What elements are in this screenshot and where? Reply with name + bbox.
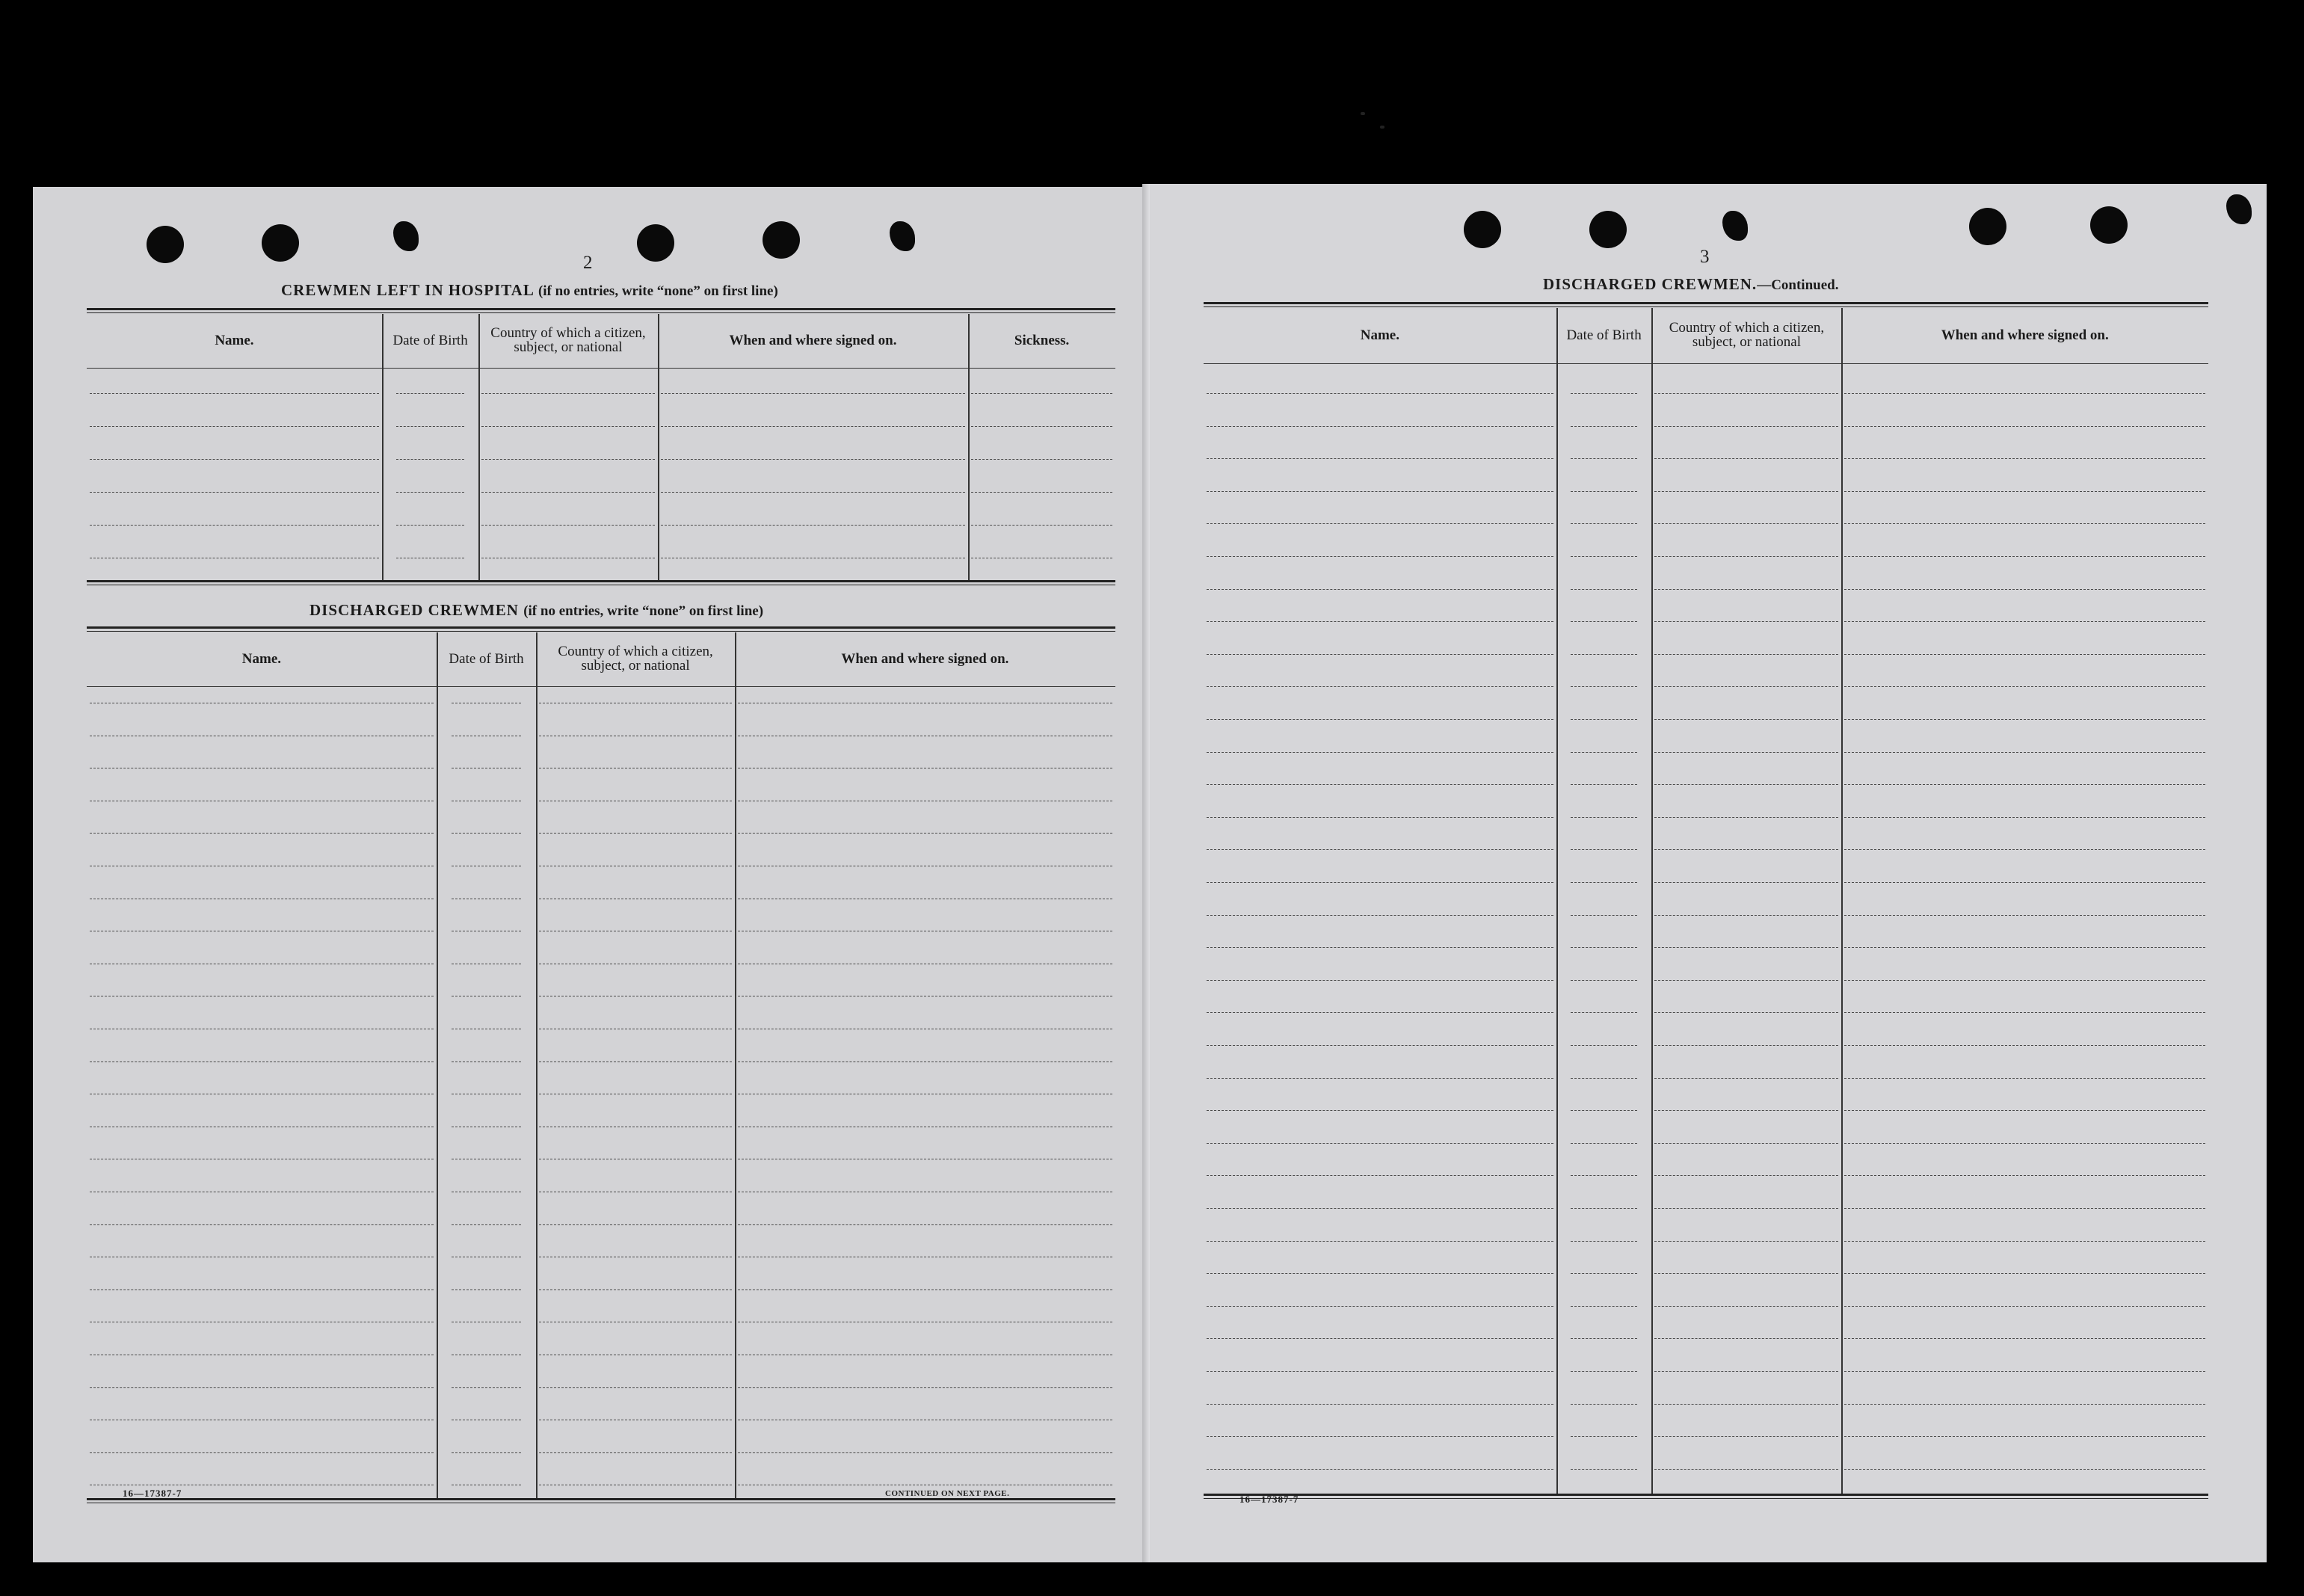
column-header: Sickness.	[1014, 332, 1070, 348]
column-header: Date of Birth	[449, 650, 524, 667]
entry-line[interactable]	[90, 1224, 434, 1225]
entry-line[interactable]	[1571, 654, 1637, 655]
entry-line[interactable]	[1207, 947, 1553, 948]
entry-line[interactable]	[452, 1224, 521, 1225]
punch-hole	[637, 224, 674, 262]
entry-line[interactable]	[1654, 1208, 1838, 1209]
entry-line[interactable]	[1844, 621, 2205, 622]
entry-line[interactable]	[1571, 1436, 1637, 1437]
entry-line[interactable]	[90, 833, 434, 834]
punch-hole	[262, 224, 299, 262]
entry-line[interactable]	[1844, 882, 2205, 883]
entry-line[interactable]	[738, 1224, 1112, 1225]
dust-speck	[1380, 126, 1384, 129]
column-header: When and where signed on.	[729, 332, 897, 348]
entry-line[interactable]	[1844, 1110, 2205, 1111]
entry-line[interactable]	[1844, 654, 2205, 655]
column-divider	[1651, 308, 1653, 1495]
entry-line[interactable]	[1844, 686, 2205, 687]
entry-line[interactable]	[1654, 719, 1838, 720]
column-divider	[1556, 308, 1558, 1495]
entry-line[interactable]	[539, 1224, 732, 1225]
entry-line[interactable]	[1207, 523, 1553, 524]
entry-line[interactable]	[1207, 458, 1553, 459]
entry-line[interactable]	[1571, 849, 1637, 850]
entry-line[interactable]	[1571, 1371, 1637, 1372]
entry-line[interactable]	[1844, 849, 2205, 850]
entry-line[interactable]	[661, 492, 966, 493]
entry-line[interactable]	[1207, 980, 1553, 981]
entry-line[interactable]	[1844, 1012, 2205, 1013]
punch-hole	[763, 221, 800, 259]
continued-title-text: DISCHARGED CREWMEN.	[1543, 275, 1758, 293]
entry-line[interactable]	[1654, 784, 1838, 785]
entry-line[interactable]	[452, 1452, 521, 1453]
entry-line[interactable]	[971, 393, 1112, 394]
entry-line[interactable]	[1571, 1012, 1637, 1013]
entry-line[interactable]	[661, 459, 966, 460]
entry-line[interactable]	[738, 1387, 1112, 1388]
entry-line[interactable]	[1844, 1273, 2205, 1274]
entry-line[interactable]	[1207, 1175, 1553, 1176]
entry-line[interactable]	[1844, 947, 2205, 948]
entry-line[interactable]	[1571, 393, 1637, 394]
entry-line[interactable]	[1844, 719, 2205, 720]
entry-line[interactable]	[1207, 1143, 1553, 1144]
entry-line[interactable]	[452, 1387, 521, 1388]
entry-line[interactable]	[481, 426, 654, 427]
entry-line[interactable]	[1571, 686, 1637, 687]
entry-line[interactable]	[1571, 947, 1637, 948]
entry-line[interactable]	[1207, 589, 1553, 590]
continued-note: CONTINUED ON NEXT PAGE.	[885, 1489, 1010, 1498]
entry-line[interactable]	[1654, 621, 1838, 622]
entry-line[interactable]	[1571, 1208, 1637, 1209]
entry-line[interactable]	[971, 492, 1112, 493]
entry-line[interactable]	[90, 1387, 434, 1388]
entry-line[interactable]	[1571, 426, 1637, 427]
entry-line[interactable]	[1654, 523, 1838, 524]
column-divider	[968, 314, 970, 582]
right-page	[1150, 184, 2267, 1562]
entry-line[interactable]	[1571, 523, 1637, 524]
entry-line[interactable]	[1207, 491, 1553, 492]
entry-line[interactable]	[1654, 1469, 1838, 1470]
entry-line[interactable]	[1571, 556, 1637, 557]
entry-line[interactable]	[1654, 458, 1838, 459]
column-header: Name.	[215, 332, 254, 348]
entry-line[interactable]	[1207, 1273, 1553, 1274]
entry-line[interactable]	[1844, 1208, 2205, 1209]
table-header-rule	[87, 368, 1115, 369]
table-bottom-rule	[87, 580, 1115, 585]
entry-line[interactable]	[1207, 1208, 1553, 1209]
entry-line[interactable]	[1207, 915, 1553, 916]
entry-line[interactable]	[481, 492, 654, 493]
entry-line[interactable]	[90, 1452, 434, 1453]
entry-line[interactable]	[1207, 1241, 1553, 1242]
punch-hole	[1464, 211, 1501, 248]
entry-line[interactable]	[1571, 1241, 1637, 1242]
entry-line[interactable]	[1207, 654, 1553, 655]
entry-line[interactable]	[1654, 556, 1838, 557]
punch-hole	[890, 221, 915, 251]
entry-line[interactable]	[1844, 915, 2205, 916]
entry-line[interactable]	[539, 1387, 732, 1388]
entry-line[interactable]	[1654, 1371, 1838, 1372]
entry-line[interactable]	[1654, 1273, 1838, 1274]
column-header: Date of Birth	[392, 332, 468, 348]
entry-line[interactable]	[1654, 1175, 1838, 1176]
entry-line[interactable]	[1571, 1273, 1637, 1274]
entry-line[interactable]	[1207, 1436, 1553, 1437]
entry-line[interactable]	[1571, 719, 1637, 720]
entry-line[interactable]	[1844, 1045, 2205, 1046]
entry-line[interactable]	[1207, 1045, 1553, 1046]
entry-line[interactable]	[1571, 752, 1637, 753]
entry-line[interactable]	[1654, 426, 1838, 427]
entry-line[interactable]	[1654, 817, 1838, 818]
entry-line[interactable]	[1207, 752, 1553, 753]
entry-line[interactable]	[661, 525, 966, 526]
entry-line[interactable]	[1844, 393, 2205, 394]
entry-line[interactable]	[971, 459, 1112, 460]
page-number: 3	[1700, 247, 1710, 267]
column-divider	[437, 632, 438, 1500]
entry-line[interactable]	[1207, 882, 1553, 883]
entry-line[interactable]	[1654, 915, 1838, 916]
entry-line[interactable]	[1571, 1110, 1637, 1111]
entry-line[interactable]	[452, 833, 521, 834]
entry-line[interactable]	[1844, 1436, 2205, 1437]
entry-line[interactable]	[1207, 1469, 1553, 1470]
entry-line[interactable]	[1654, 1338, 1838, 1339]
form-number: 16—17387-7	[1239, 1494, 1299, 1505]
discharged-title-text: DISCHARGED CREWMEN	[309, 601, 519, 619]
entry-line[interactable]	[1844, 817, 2205, 818]
entry-line[interactable]	[1844, 784, 2205, 785]
table-top-rule	[1204, 302, 2208, 307]
entry-line[interactable]	[90, 525, 379, 526]
entry-line[interactable]	[1571, 621, 1637, 622]
punch-hole	[2090, 206, 2128, 244]
discharged-instruction: (if no entries, write “none” on first line)	[523, 603, 764, 619]
entry-line[interactable]	[1654, 589, 1838, 590]
column-divider	[382, 314, 384, 582]
entry-line[interactable]	[1844, 523, 2205, 524]
entry-line[interactable]	[1654, 1078, 1838, 1079]
entry-line[interactable]	[1844, 426, 2205, 427]
punch-hole	[1969, 208, 2006, 245]
entry-line[interactable]	[1654, 1045, 1838, 1046]
entry-line[interactable]	[1654, 849, 1838, 850]
column-header: Country of which a citizen, subject, or national	[558, 644, 713, 674]
continued-section-title	[1543, 275, 1838, 294]
entry-line[interactable]	[1207, 1110, 1553, 1111]
entry-line[interactable]	[1844, 1078, 2205, 1079]
discharged-table	[87, 626, 1115, 1503]
entry-line[interactable]	[90, 459, 379, 460]
entry-line[interactable]	[539, 833, 732, 834]
entry-line[interactable]	[1844, 1306, 2205, 1307]
entry-line[interactable]	[1844, 980, 2205, 981]
entry-line[interactable]	[1207, 1371, 1553, 1372]
entry-line[interactable]	[1654, 882, 1838, 883]
form-number: 16—17387-7	[123, 1488, 182, 1499]
entry-line[interactable]	[1654, 1143, 1838, 1144]
left-page	[33, 187, 1150, 1562]
column-header: When and where signed on.	[1941, 327, 2109, 343]
entry-line[interactable]	[1207, 556, 1553, 557]
entry-line[interactable]	[1571, 1338, 1637, 1339]
entry-line[interactable]	[1654, 980, 1838, 981]
hospital-section-title	[281, 281, 778, 300]
entry-line[interactable]	[1654, 654, 1838, 655]
entry-line[interactable]	[1571, 882, 1637, 883]
table-bottom-rule	[1204, 1494, 2208, 1499]
entry-line[interactable]	[1844, 491, 2205, 492]
entry-line[interactable]	[1571, 1404, 1637, 1405]
entry-line[interactable]	[90, 492, 379, 493]
entry-line[interactable]	[396, 426, 464, 427]
entry-line[interactable]	[1654, 947, 1838, 948]
entry-line[interactable]	[396, 459, 464, 460]
entry-line[interactable]	[1654, 1306, 1838, 1307]
entry-line[interactable]	[1844, 556, 2205, 557]
table-bottom-rule	[87, 1498, 1115, 1503]
entry-line[interactable]	[481, 459, 654, 460]
column-divider	[478, 314, 480, 582]
entry-line[interactable]	[1571, 1469, 1637, 1470]
column-header: When and where signed on.	[841, 650, 1009, 667]
page-number: 2	[583, 253, 593, 273]
entry-line[interactable]	[971, 525, 1112, 526]
entry-line[interactable]	[1844, 1371, 2205, 1372]
continued-title-suffix: —Continued.	[1757, 277, 1839, 293]
entry-line[interactable]	[738, 833, 1112, 834]
entry-line[interactable]	[481, 525, 654, 526]
entry-line[interactable]	[1844, 458, 2205, 459]
punch-hole	[1722, 211, 1748, 241]
entry-line[interactable]	[1207, 1012, 1553, 1013]
entry-line[interactable]	[396, 393, 464, 394]
entry-line[interactable]	[481, 393, 654, 394]
entry-line[interactable]	[396, 492, 464, 493]
entry-line[interactable]	[90, 393, 379, 394]
hospital-table	[87, 308, 1115, 585]
entry-line[interactable]	[1207, 1078, 1553, 1079]
column-header: Name.	[241, 650, 282, 667]
column-divider	[735, 632, 736, 1500]
entry-line[interactable]	[1571, 1045, 1637, 1046]
dust-speck	[1361, 112, 1365, 115]
entry-line[interactable]	[738, 1452, 1112, 1453]
entry-line[interactable]	[396, 525, 464, 526]
entry-line[interactable]	[1207, 719, 1553, 720]
entry-line[interactable]	[539, 1452, 732, 1453]
entry-line[interactable]	[1571, 589, 1637, 590]
discharged-section-title	[309, 601, 763, 620]
entry-line[interactable]	[1207, 686, 1553, 687]
column-header: Country of which a citizen, subject, or national	[1669, 320, 1825, 350]
table-top-rule	[87, 308, 1115, 313]
entry-line[interactable]	[661, 393, 966, 394]
entry-line[interactable]	[1844, 1241, 2205, 1242]
entry-line[interactable]	[1571, 915, 1637, 916]
punch-hole	[2226, 194, 2252, 224]
entry-line[interactable]	[1207, 393, 1553, 394]
entry-line[interactable]	[1571, 1175, 1637, 1176]
column-divider	[536, 632, 538, 1500]
entry-line[interactable]	[1207, 1306, 1553, 1307]
entry-line[interactable]	[90, 426, 379, 427]
column-divider	[1841, 308, 1843, 1495]
table-header-rule	[1204, 363, 2208, 364]
entry-line[interactable]	[1207, 1404, 1553, 1405]
entry-line[interactable]	[1654, 1110, 1838, 1111]
entry-line[interactable]	[1207, 426, 1553, 427]
punch-hole	[1589, 211, 1627, 248]
entry-line[interactable]	[1844, 589, 2205, 590]
entry-line[interactable]	[1571, 1078, 1637, 1079]
entry-line[interactable]	[1571, 491, 1637, 492]
entry-line[interactable]	[1571, 817, 1637, 818]
entry-line[interactable]	[1844, 1143, 2205, 1144]
hospital-instruction: (if no entries, write “none” on first line)	[538, 283, 778, 299]
entry-line[interactable]	[1654, 1241, 1838, 1242]
entry-line[interactable]	[1571, 458, 1637, 459]
entry-line[interactable]	[1207, 849, 1553, 850]
entry-line[interactable]	[1654, 752, 1838, 753]
entry-line[interactable]	[1654, 1436, 1838, 1437]
entry-line[interactable]	[1207, 817, 1553, 818]
entry-line[interactable]	[1654, 686, 1838, 687]
column-header: Date of Birth	[1566, 327, 1642, 343]
entry-line[interactable]	[1844, 1175, 2205, 1176]
entry-line[interactable]	[1844, 1338, 2205, 1339]
entry-line[interactable]	[1207, 621, 1553, 622]
entry-line[interactable]	[971, 426, 1112, 427]
entry-line[interactable]	[661, 426, 966, 427]
punch-hole	[147, 226, 184, 263]
table-header-rule	[87, 686, 1115, 687]
table-top-rule	[87, 626, 1115, 632]
entry-line[interactable]	[1571, 1306, 1637, 1307]
hospital-title-text: CREWMEN LEFT IN HOSPITAL	[281, 281, 534, 299]
entry-line[interactable]	[1654, 1012, 1838, 1013]
entry-line[interactable]	[1844, 1469, 2205, 1470]
column-header: Name.	[1360, 327, 1399, 343]
entry-line[interactable]	[1207, 784, 1553, 785]
column-divider	[658, 314, 659, 582]
entry-line[interactable]	[1571, 1143, 1637, 1144]
entry-line[interactable]	[1571, 980, 1637, 981]
column-header: Country of which a citizen, subject, or national	[490, 325, 646, 355]
entry-line[interactable]	[1571, 784, 1637, 785]
entry-line[interactable]	[1207, 1338, 1553, 1339]
entry-line[interactable]	[1654, 1404, 1838, 1405]
entry-line[interactable]	[1654, 393, 1838, 394]
entry-line[interactable]	[1654, 491, 1838, 492]
punch-hole	[393, 221, 419, 251]
entry-line[interactable]	[1844, 1404, 2205, 1405]
entry-line[interactable]	[1844, 752, 2205, 753]
discharged-continued-table	[1204, 302, 2208, 1498]
